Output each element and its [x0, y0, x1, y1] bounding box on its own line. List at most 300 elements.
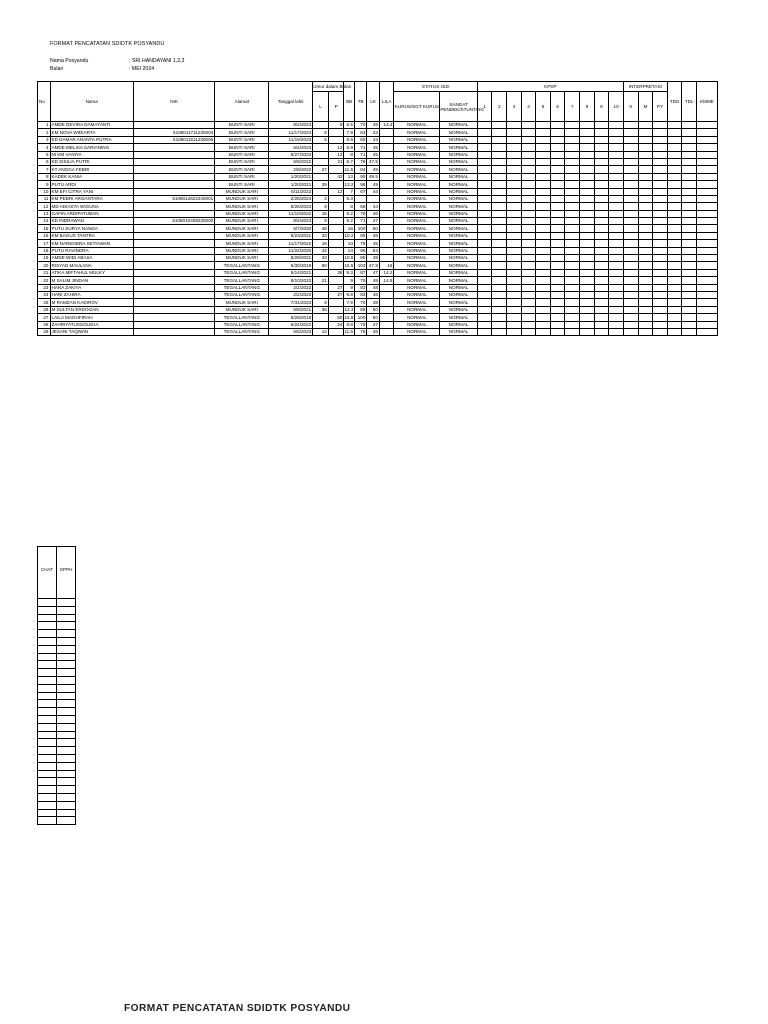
cell-tb: 88 [354, 306, 367, 313]
cell-deteksi [682, 299, 697, 306]
cell-tb: 75 [354, 321, 367, 328]
cell-kpsp [580, 151, 595, 158]
cell-nik: 5108011511230006 [133, 136, 214, 143]
cell-umur-l: 9 [313, 299, 329, 306]
header-gpph: GPPH [57, 547, 76, 599]
header-kpsp-5: 5 [536, 92, 551, 122]
cell-tb: 83 [354, 291, 367, 298]
cell-deteksi [667, 240, 682, 247]
cell-kurus: NORMAL [394, 262, 440, 269]
cell-nik [133, 262, 214, 269]
cell-kpsp [477, 218, 492, 225]
cell-no: 4 [38, 144, 51, 151]
cell-alamat: BUNTI SARI [215, 173, 269, 180]
cell-kurus: NORMAL [394, 122, 440, 129]
cell-gpph [57, 747, 76, 755]
cell-interpretasi [638, 269, 653, 276]
cell-kpsp [477, 173, 492, 180]
cell-alamat: MUNDUK SARI [215, 203, 269, 210]
cell-kpsp [550, 240, 565, 247]
document-title: FORMAT PENCATATAN SDIDTK POSYANDU [50, 41, 165, 47]
cell-sangat-pendek: NORMAL [440, 314, 478, 321]
cell-kpsp [565, 122, 580, 129]
table-row [38, 262, 718, 269]
cell-nik [133, 306, 214, 313]
cell-kpsp [521, 255, 536, 262]
cell-tb: 71 [354, 144, 367, 151]
cell-kpsp [536, 269, 551, 276]
cell-kpsp [609, 240, 624, 247]
cell-kpsp [609, 277, 624, 284]
cell-lila [379, 328, 394, 335]
table-row [38, 218, 718, 225]
cell-nama: ZAHRIYATUSSOLEHA [50, 321, 133, 328]
cell-deteksi [696, 158, 717, 165]
cell-chat [38, 637, 57, 645]
cell-tanggal-lahir: 8/10/2022 [269, 277, 313, 284]
cell-lila [379, 181, 394, 188]
table-row [38, 136, 718, 143]
table-row [38, 203, 718, 210]
cell-deteksi [667, 291, 682, 298]
cell-interpretasi [653, 151, 668, 158]
cell-deteksi [667, 158, 682, 165]
cell-nama: M RAMZAN KADIROV [50, 299, 133, 306]
cell-lila [379, 158, 394, 165]
chat-gpph-row [38, 754, 76, 762]
cell-deteksi [696, 122, 717, 129]
cell-lila [379, 173, 394, 180]
cell-gpph [57, 606, 76, 614]
cell-kurus: NORMAL [394, 247, 440, 254]
cell-kpsp [521, 314, 536, 321]
cell-kpsp [550, 151, 565, 158]
cell-chat [38, 684, 57, 692]
cell-tanggal-lahir: 5/6/2023 [269, 328, 313, 335]
cell-umur-l: 36 [313, 306, 329, 313]
cell-chat [38, 770, 57, 778]
chat-gpph-row [38, 715, 76, 723]
cell-kpsp [492, 284, 507, 291]
cell-interpretasi [653, 247, 668, 254]
cell-kpsp [507, 262, 522, 269]
cell-deteksi [667, 314, 682, 321]
cell-kpsp [565, 284, 580, 291]
cell-nik [133, 122, 214, 129]
cell-deteksi [667, 225, 682, 232]
cell-interpretasi [653, 181, 668, 188]
cell-lila [379, 195, 394, 202]
cell-kurus: NORMAL [394, 277, 440, 284]
cell-kpsp [550, 166, 565, 173]
cell-kpsp [550, 262, 565, 269]
cell-kpsp [609, 328, 624, 335]
cell-interpretasi [653, 240, 668, 247]
cell-kpsp [521, 232, 536, 239]
cell-kpsp [565, 151, 580, 158]
cell-deteksi [667, 232, 682, 239]
cell-kurus: NORMAL [394, 144, 440, 151]
cell-kpsp [580, 232, 595, 239]
cell-nik [133, 291, 214, 298]
cell-kpsp [536, 306, 551, 313]
cell-deteksi [667, 255, 682, 262]
cell-kpsp [492, 203, 507, 210]
cell-chat [38, 731, 57, 739]
cell-kpsp [565, 188, 580, 195]
cell-tanggal-lahir: 8/2/2023 [269, 122, 313, 129]
cell-deteksi [696, 225, 717, 232]
cell-kpsp [521, 247, 536, 254]
cell-no: 19 [38, 255, 51, 262]
cell-deteksi [667, 269, 682, 276]
cell-kpsp [536, 210, 551, 217]
table-row [38, 255, 718, 262]
cell-kpsp [580, 269, 595, 276]
cell-interpretasi [653, 284, 668, 291]
table-row [38, 122, 718, 129]
cell-interpretasi [623, 188, 638, 195]
cell-kpsp [507, 203, 522, 210]
cell-lk: 49 [367, 166, 380, 173]
chat-gpph-row [38, 645, 76, 653]
cell-lila [379, 203, 394, 210]
cell-no: 9 [38, 181, 51, 188]
cell-interpretasi [653, 291, 668, 298]
cell-kpsp [492, 122, 507, 129]
cell-kurus: NORMAL [394, 255, 440, 262]
cell-umur-p [328, 328, 344, 335]
cell-kpsp [492, 232, 507, 239]
cell-bb: 7.9 [344, 299, 354, 306]
cell-nama: MD ADIASTA WIGUNA [50, 203, 133, 210]
cell-deteksi [696, 284, 717, 291]
cell-kpsp [507, 188, 522, 195]
cell-interpretasi [638, 232, 653, 239]
cell-kurus: NORMAL [394, 306, 440, 313]
cell-kpsp [550, 255, 565, 262]
cell-kpsp [594, 306, 609, 313]
cell-interpretasi [623, 247, 638, 254]
cell-nik [133, 151, 214, 158]
cell-kpsp [507, 328, 522, 335]
cell-kpsp [565, 218, 580, 225]
cell-chat [38, 754, 57, 762]
cell-sangat-pendek: NORMAL [440, 240, 478, 247]
cell-umur-p: 27 [328, 284, 344, 291]
cell-umur-p: 21 [328, 158, 344, 165]
cell-nama: ATIKA MIFTAHUL MULKY [50, 269, 133, 276]
cell-kpsp [477, 129, 492, 136]
cell-sangat-pendek: NORMAL [440, 195, 478, 202]
cell-chat [38, 801, 57, 809]
cell-kpsp [536, 181, 551, 188]
cell-gpph [57, 692, 76, 700]
cell-kpsp [550, 144, 565, 151]
cell-nik: 5108010408230000 [133, 218, 214, 225]
cell-umur-l: 42 [313, 247, 329, 254]
cell-umur-p: 24 [328, 321, 344, 328]
cell-interpretasi [623, 291, 638, 298]
cell-interpretasi [638, 166, 653, 173]
cell-deteksi [682, 122, 697, 129]
cell-kpsp [477, 181, 492, 188]
table-row [38, 181, 718, 188]
cell-lila [379, 225, 394, 232]
cell-kpsp [594, 203, 609, 210]
cell-umur-p [328, 195, 344, 202]
cell-lk: 43 [367, 136, 380, 143]
table-row [38, 166, 718, 173]
cell-kurus: NORMAL [394, 269, 440, 276]
cell-kpsp [594, 195, 609, 202]
cell-kpsp [565, 255, 580, 262]
cell-nama: KM NOVA WIDIARTA [50, 129, 133, 136]
cell-umur-l: 18 [313, 210, 329, 217]
cell-kpsp [609, 195, 624, 202]
cell-kpsp [609, 225, 624, 232]
cell-kpsp [565, 181, 580, 188]
chat-gpph-row [38, 700, 76, 708]
cell-kpsp [609, 291, 624, 298]
header-status-gizi: STATUS GIZI [394, 82, 477, 92]
cell-deteksi [696, 291, 717, 298]
cell-umur-p [328, 181, 344, 188]
cell-lk: 44 [367, 203, 380, 210]
chat-gpph-row [38, 731, 76, 739]
cell-nama: KM PEBRI ARGANTARA [50, 195, 133, 202]
cell-tanggal-lahir: 5/8/2021 [269, 306, 313, 313]
cell-interpretasi [638, 321, 653, 328]
cell-kpsp [594, 129, 609, 136]
cell-umur-p [328, 255, 344, 262]
cell-alamat: MUNDUK SARI [215, 240, 269, 247]
cell-kpsp [492, 299, 507, 306]
cell-no: 29 [38, 328, 51, 335]
cell-kpsp [594, 277, 609, 284]
cell-nama: RISYAD MAULANA [50, 262, 133, 269]
cell-kpsp [507, 225, 522, 232]
cell-kpsp [477, 284, 492, 291]
cell-deteksi [696, 306, 717, 313]
table-row [38, 328, 718, 335]
cell-interpretasi [623, 218, 638, 225]
cell-kpsp [521, 195, 536, 202]
table-row [38, 314, 718, 321]
chat-gpph-row [38, 614, 76, 622]
cell-kpsp [477, 291, 492, 298]
cell-kpsp [609, 284, 624, 291]
header-interp-s: S [623, 92, 638, 122]
cell-tanggal-lahir: 11/15/2023 [269, 136, 313, 143]
cell-deteksi [682, 173, 697, 180]
cell-kpsp [580, 299, 595, 306]
cell-kpsp [477, 203, 492, 210]
cell-kpsp [594, 299, 609, 306]
cell-lila [379, 136, 394, 143]
cell-interpretasi [638, 136, 653, 143]
cell-nama: NI KM VANIYA [50, 151, 133, 158]
cell-sangat-pendek: NORMAL [440, 321, 478, 328]
cell-kpsp [521, 136, 536, 143]
cell-tb: 103 [354, 262, 367, 269]
cell-sangat-pendek: NORMAL [440, 173, 478, 180]
cell-deteksi [696, 232, 717, 239]
cell-interpretasi [653, 203, 668, 210]
cell-sangat-pendek: NORMAL [440, 284, 478, 291]
cell-kpsp [565, 225, 580, 232]
cell-kpsp [550, 188, 565, 195]
cell-kpsp [507, 247, 522, 254]
cell-deteksi [696, 314, 717, 321]
cell-gpph [57, 778, 76, 786]
cell-chat [38, 614, 57, 622]
cell-kpsp [594, 284, 609, 291]
header-tanggal-lahir: Tanggal lahir [269, 82, 313, 122]
cell-kpsp [536, 247, 551, 254]
cell-chat [38, 786, 57, 794]
header-kurus: KURUS/SGT KURUS [394, 92, 440, 122]
cell-no: 10 [38, 188, 51, 195]
cell-gpph [57, 809, 76, 817]
cell-kpsp [550, 210, 565, 217]
cell-kpsp [477, 195, 492, 202]
chat-gpph-row [38, 801, 76, 809]
cell-kpsp [594, 136, 609, 143]
cell-interpretasi [638, 151, 653, 158]
cell-deteksi [682, 136, 697, 143]
cell-umur-l: 27 [313, 166, 329, 173]
cell-bb: 6.9 [344, 144, 354, 151]
cell-deteksi [682, 306, 697, 313]
cell-sangat-pendek: NORMAL [440, 247, 478, 254]
cell-interpretasi [653, 218, 668, 225]
cell-kpsp [536, 277, 551, 284]
cell-kpsp [609, 232, 624, 239]
cell-kpsp [609, 188, 624, 195]
cell-nik [133, 277, 214, 284]
cell-kpsp [594, 144, 609, 151]
cell-tb: 100 [354, 314, 367, 321]
cell-kpsp [507, 218, 522, 225]
cell-kpsp [492, 321, 507, 328]
cell-kpsp [477, 232, 492, 239]
cell-tb: 70 [354, 122, 367, 129]
cell-kpsp [536, 151, 551, 158]
cell-kurus: NORMAL [394, 218, 440, 225]
cell-tb [354, 195, 367, 202]
cell-kpsp [550, 299, 565, 306]
chat-gpph-row [38, 676, 76, 684]
cell-kpsp [565, 210, 580, 217]
cell-interpretasi [623, 306, 638, 313]
cell-kpsp [565, 262, 580, 269]
header-tb: TB [354, 82, 367, 122]
cell-kpsp [550, 173, 565, 180]
cell-kpsp [477, 328, 492, 335]
cell-kpsp [580, 240, 595, 247]
cell-gpph [57, 762, 76, 770]
cell-nik [133, 225, 214, 232]
cell-interpretasi [638, 247, 653, 254]
cell-kpsp [521, 151, 536, 158]
cell-kpsp [594, 173, 609, 180]
cell-kpsp [536, 173, 551, 180]
cell-lila [379, 299, 394, 306]
cell-deteksi [667, 181, 682, 188]
header-sangat-pendek: SANGAT PENDEK/STUNTING [440, 92, 478, 122]
cell-chat [38, 809, 57, 817]
cell-sangat-pendek: NORMAL [440, 328, 478, 335]
cell-kpsp [565, 144, 580, 151]
header-alamat: Alamat [215, 82, 269, 122]
cell-kpsp [507, 173, 522, 180]
cell-chat [38, 739, 57, 747]
cell-kpsp [565, 129, 580, 136]
cell-kpsp [609, 255, 624, 262]
cell-tanggal-lahir: 8/29/2021 [269, 255, 313, 262]
cell-lk: 48 [367, 122, 380, 129]
cell-nik [133, 328, 214, 335]
cell-interpretasi [638, 218, 653, 225]
cell-kpsp [507, 122, 522, 129]
chat-gpph-body [38, 599, 76, 825]
cell-interpretasi [638, 262, 653, 269]
cell-chat [38, 708, 57, 716]
cell-lk: 48 [367, 232, 380, 239]
cell-tb: 95 [354, 173, 367, 180]
cell-tb: 70 [354, 299, 367, 306]
cell-kpsp [492, 291, 507, 298]
chat-gpph-row [38, 637, 76, 645]
chat-gpph-row [38, 684, 76, 692]
cell-kpsp [565, 269, 580, 276]
cell-kpsp [594, 240, 609, 247]
cell-gpph [57, 793, 76, 801]
cell-kpsp [521, 225, 536, 232]
cell-interpretasi [623, 129, 638, 136]
header-lk: LK [367, 82, 380, 122]
posyandu-value: : SRI HANDAYANI 1,2,3 [129, 58, 185, 64]
cell-umur-p: 42 [328, 173, 344, 180]
cell-kpsp [550, 129, 565, 136]
cell-kpsp [565, 314, 580, 321]
cell-kurus: NORMAL [394, 232, 440, 239]
chat-gpph-row [38, 653, 76, 661]
cell-kpsp [507, 210, 522, 217]
cell-kurus: NORMAL [394, 173, 440, 180]
cell-tanggal-lahir: 8/26/2023 [269, 203, 313, 210]
cell-kpsp [580, 247, 595, 254]
cell-kpsp [580, 158, 595, 165]
cell-deteksi [667, 144, 682, 151]
cell-kpsp [609, 129, 624, 136]
cell-umur-p: 60 [328, 314, 344, 321]
chat-gpph-row [38, 669, 76, 677]
cell-kpsp [594, 321, 609, 328]
cell-kpsp [492, 151, 507, 158]
cell-tb: 87 [354, 269, 367, 276]
header-chat: CHAT [38, 547, 57, 599]
cell-deteksi [667, 166, 682, 173]
cell-sangat-pendek: NORMAL [440, 306, 478, 313]
cell-tb: 75 [354, 328, 367, 335]
cell-deteksi [696, 151, 717, 158]
cell-tanggal-lahir: 11/17/2022 [269, 240, 313, 247]
cell-lila [379, 218, 394, 225]
cell-umur-l [313, 291, 329, 298]
cell-kpsp [477, 144, 492, 151]
